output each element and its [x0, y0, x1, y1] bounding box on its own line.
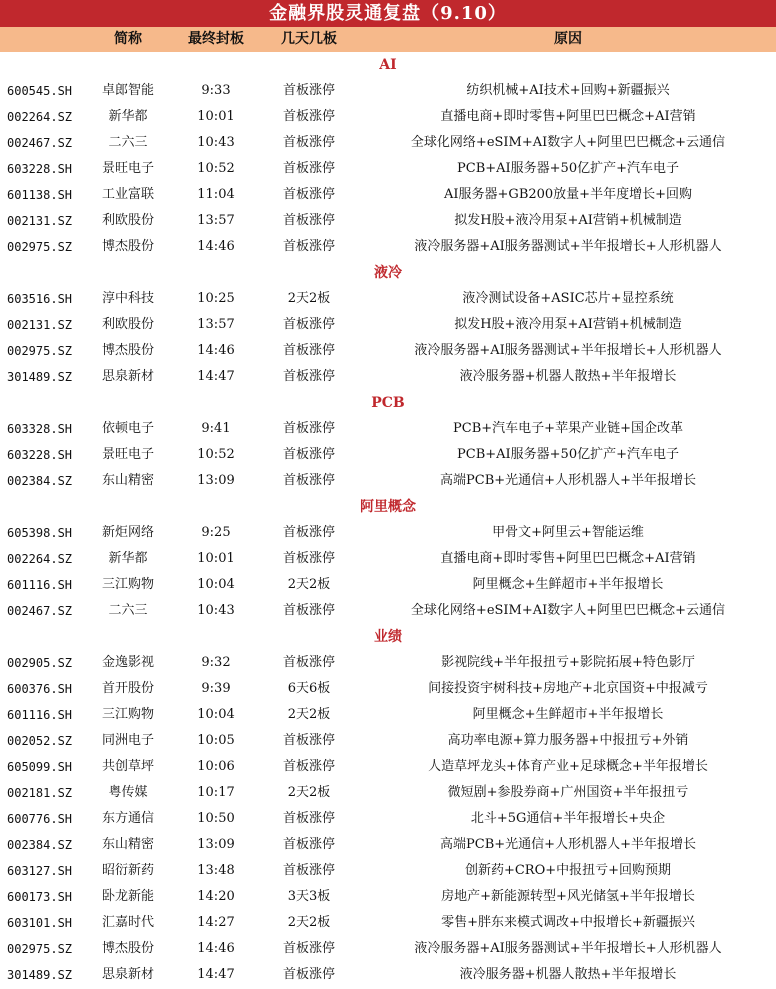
reason: 全球化网络+eSIM+AI数字人+阿里巴巴概念+云通信: [410, 603, 726, 618]
stock-code: 002181.SZ: [7, 786, 73, 800]
table-row: [0, 78, 776, 104]
board-count: 首板涨停: [282, 837, 335, 852]
final-seal-time: 9:32: [201, 655, 231, 670]
board-count: 3天3板: [287, 889, 331, 904]
stock-name: 博杰股份: [101, 343, 154, 358]
stock-code: 603516.SH: [7, 292, 73, 306]
stock-code: 002052.SZ: [7, 734, 73, 748]
table-row: [0, 546, 776, 572]
stock-code: 002975.SZ: [7, 240, 73, 254]
stock-code: 002384.SZ: [7, 838, 73, 852]
stock-name: 首开股份: [101, 681, 154, 696]
reason: 全球化网络+eSIM+AI数字人+阿里巴巴概念+云通信: [410, 135, 726, 150]
stock-name: 粤传媒: [108, 785, 148, 800]
board-count: 首板涨停: [282, 603, 335, 618]
stock-code: 301489.SZ: [7, 370, 73, 384]
reason: PCB+汽车电子+苹果产业链+国企改革: [453, 421, 683, 436]
board-count: 2天2板: [287, 915, 331, 930]
final-seal-time: 10:52: [197, 161, 235, 176]
stock-code: 603328.SH: [7, 422, 73, 436]
final-seal-time: 9:39: [201, 681, 231, 696]
stock-code: 601116.SH: [7, 578, 73, 592]
table-row: [0, 598, 776, 624]
stock-name: 金逸影视: [101, 655, 154, 670]
board-count: 首板涨停: [282, 733, 335, 748]
board-count: 首板涨停: [282, 109, 335, 124]
final-seal-time: 10:01: [197, 551, 235, 566]
stock-name: 三江购物: [101, 577, 154, 592]
reason: 人造草坪龙头+体育产业+足球概念+半年报增长: [428, 759, 708, 774]
table-header: [0, 27, 776, 52]
stock-code: 603228.SH: [7, 448, 73, 462]
stock-code: 600776.SH: [7, 812, 73, 826]
stock-name: 思泉新材: [101, 967, 154, 982]
stock-code: 002467.SZ: [7, 604, 73, 618]
stock-code: 600376.SH: [7, 682, 73, 696]
stock-name: 新华都: [108, 109, 148, 124]
stock-name: 共创草坪: [101, 759, 154, 774]
header-final-time: 最终封板: [188, 31, 244, 47]
final-seal-time: 10:04: [197, 707, 235, 722]
table-row: [0, 910, 776, 936]
final-seal-time: 10:50: [197, 811, 235, 826]
table-row: [0, 156, 776, 182]
table-row: [0, 520, 776, 546]
table-row: [0, 676, 776, 702]
board-count: 2天2板: [287, 291, 331, 306]
table-body: [0, 52, 776, 988]
final-seal-time: 10:01: [197, 109, 235, 124]
stock-name: 东山精密: [101, 473, 154, 488]
table-title: 金融界股灵通复盘（9.10）: [0, 0, 776, 27]
board-count: 首板涨停: [282, 343, 335, 358]
final-seal-time: 14:20: [197, 889, 235, 904]
final-seal-time: 14:27: [197, 915, 235, 930]
reason: 直播电商+即时零售+阿里巴巴概念+AI营销: [440, 551, 696, 566]
board-count: 首板涨停: [282, 213, 335, 228]
table-row: [0, 208, 776, 234]
stock-code: 301489.SZ: [7, 968, 73, 982]
final-seal-time: 10:43: [197, 135, 235, 150]
stock-code: 002905.SZ: [7, 656, 73, 670]
table-row: [0, 442, 776, 468]
board-count: 首板涨停: [282, 941, 335, 956]
table-row: [0, 182, 776, 208]
board-count: 首板涨停: [282, 655, 335, 670]
reason: 高端PCB+光通信+人形机器人+半年报增长: [440, 837, 696, 852]
section-title: 业绩: [374, 629, 402, 645]
board-count: 首板涨停: [282, 525, 335, 540]
stock-code: 600545.SH: [7, 84, 73, 98]
reason: 液冷测试设备+ASIC芯片+显控系统: [462, 291, 674, 306]
table-row: [0, 858, 776, 884]
final-seal-time: 13:57: [197, 213, 235, 228]
final-seal-time: 10:43: [197, 603, 235, 618]
table-row: [0, 286, 776, 312]
table-row: [0, 234, 776, 260]
reason: 直播电商+即时零售+阿里巴巴概念+AI营销: [440, 109, 696, 124]
reason: PCB+AI服务器+50亿扩产+汽车电子: [457, 161, 679, 176]
stock-code: 002131.SZ: [7, 318, 73, 332]
stock-code: 603101.SH: [7, 916, 73, 930]
final-seal-time: 10:04: [197, 577, 235, 592]
stock-code: 605099.SH: [7, 760, 73, 774]
reason: 液冷服务器+机器人散热+半年报增长: [459, 369, 677, 384]
section-title: PCB: [371, 395, 405, 411]
stock-name: 利欧股份: [101, 317, 154, 332]
final-seal-time: 14:47: [197, 369, 235, 384]
board-count: 2天2板: [287, 577, 331, 592]
stock-name: 汇嘉时代: [101, 915, 154, 930]
final-seal-time: 10:06: [197, 759, 235, 774]
reason: 阿里概念+生鲜超市+半年报增长: [472, 577, 664, 592]
final-seal-time: 10:05: [197, 733, 235, 748]
header-reason: 原因: [554, 31, 582, 47]
reason: 影视院线+半年报扭亏+影院拓展+特色影厅: [441, 655, 695, 670]
board-count: 首板涨停: [282, 369, 335, 384]
stock-name: 二六三: [108, 135, 148, 150]
stock-name: 景旺电子: [101, 161, 154, 176]
stock-code: 605398.SH: [7, 526, 73, 540]
final-seal-time: 13:09: [197, 837, 235, 852]
final-seal-time: 14:46: [197, 343, 235, 358]
reason: 纺织机械+AI技术+回购+新疆振兴: [466, 83, 670, 98]
table-row: [0, 104, 776, 130]
board-count: 首板涨停: [282, 239, 335, 254]
final-seal-time: 10:52: [197, 447, 235, 462]
final-seal-time: 14:46: [197, 239, 235, 254]
table-row: [0, 780, 776, 806]
board-count: 首板涨停: [282, 447, 335, 462]
stock-name: 新华都: [108, 551, 148, 566]
reason: 创新药+CRO+中报扭亏+回购预期: [464, 863, 672, 878]
reason: 间接投资宇树科技+房地产+北京国资+中报减亏: [428, 681, 708, 696]
board-count: 首板涨停: [282, 161, 335, 176]
stock-name: 工业富联: [101, 187, 154, 202]
final-seal-time: 9:33: [201, 83, 231, 98]
board-count: 首板涨停: [282, 473, 335, 488]
table-row: [0, 338, 776, 364]
board-count: 2天2板: [287, 785, 331, 800]
board-count: 首板涨停: [282, 811, 335, 826]
final-seal-time: 10:25: [197, 291, 235, 306]
stock-name: 博杰股份: [101, 941, 154, 956]
section-title: 阿里概念: [360, 499, 416, 515]
table-row: [0, 806, 776, 832]
table-row: [0, 312, 776, 338]
board-count: 首板涨停: [282, 317, 335, 332]
board-count: 6天6板: [287, 681, 331, 696]
reason: 房地产+新能源转型+风光储氢+半年报增长: [441, 889, 695, 904]
table-row: [0, 572, 776, 598]
stock-code: 002975.SZ: [7, 942, 73, 956]
table-row: [0, 364, 776, 390]
board-count: 首板涨停: [282, 421, 335, 436]
stock-code: 600173.SH: [7, 890, 73, 904]
board-count: 首板涨停: [282, 83, 335, 98]
header-name: 简称: [114, 31, 142, 47]
final-seal-time: 14:47: [197, 967, 235, 982]
table-row: [0, 416, 776, 442]
table-row: [0, 936, 776, 962]
stock-name: 景旺电子: [101, 447, 154, 462]
final-seal-time: 10:17: [197, 785, 235, 800]
stock-name: 卓郎智能: [101, 83, 154, 98]
reason: 拟发H股+液冷用泵+AI营销+机械制造: [454, 213, 682, 228]
stock-name: 博杰股份: [101, 239, 154, 254]
board-count: 首板涨停: [282, 187, 335, 202]
final-seal-time: 9:25: [201, 525, 231, 540]
stock-name: 利欧股份: [101, 213, 154, 228]
board-count: 首板涨停: [282, 135, 335, 150]
header-code: [0, 27, 82, 52]
final-seal-time: 14:46: [197, 941, 235, 956]
board-count: 2天2板: [287, 707, 331, 722]
stock-code: 002384.SZ: [7, 474, 73, 488]
board-count: 首板涨停: [282, 863, 335, 878]
board-count: 首板涨停: [282, 551, 335, 566]
table-row: [0, 884, 776, 910]
final-seal-time: 9:41: [201, 421, 231, 436]
stock-code: 601138.SH: [7, 188, 73, 202]
board-count: 首板涨停: [282, 967, 335, 982]
reason: 液冷服务器+AI服务器测试+半年报增长+人形机器人: [414, 941, 722, 956]
table-row: [0, 468, 776, 494]
table-row: [0, 130, 776, 156]
stock-name: 卧龙新能: [101, 889, 154, 904]
board-count: 首板涨停: [282, 759, 335, 774]
reason: 高功率电源+算力服务器+中报扭亏+外销: [447, 733, 689, 748]
stock-code: 601116.SH: [7, 708, 73, 722]
stock-code: 603228.SH: [7, 162, 73, 176]
header-boards: 几天几板: [281, 31, 337, 47]
reason: 液冷服务器+AI服务器测试+半年报增长+人形机器人: [414, 239, 722, 254]
reason: PCB+AI服务器+50亿扩产+汽车电子: [457, 447, 679, 462]
stock-code: 002264.SZ: [7, 552, 73, 566]
section-title: AI: [379, 57, 397, 73]
final-seal-time: 13:09: [197, 473, 235, 488]
reason: 零售+胖东来模式调改+中报增长+新疆振兴: [441, 915, 695, 930]
table-row: [0, 650, 776, 676]
stock-name: 思泉新材: [101, 369, 154, 384]
reason: 高端PCB+光通信+人形机器人+半年报增长: [440, 473, 696, 488]
final-seal-time: 11:04: [197, 187, 235, 202]
section-title: 液冷: [374, 265, 402, 281]
stock-name: 三江购物: [101, 707, 154, 722]
stock-code: 002264.SZ: [7, 110, 73, 124]
table-row: [0, 754, 776, 780]
stock-name: 东山精密: [101, 837, 154, 852]
reason: 阿里概念+生鲜超市+半年报增长: [472, 707, 664, 722]
final-seal-time: 13:48: [197, 863, 235, 878]
stock-code: 002467.SZ: [7, 136, 73, 150]
table-row: [0, 728, 776, 754]
table-row: [0, 702, 776, 728]
stock-code: 002131.SZ: [7, 214, 73, 228]
table-row: [0, 962, 776, 988]
stock-code: 002975.SZ: [7, 344, 73, 358]
stock-name: 昭衍新药: [101, 863, 154, 878]
stock-name: 淳中科技: [101, 291, 154, 306]
final-seal-time: 13:57: [197, 317, 235, 332]
stock-name: 二六三: [108, 603, 148, 618]
reason: 拟发H股+液冷用泵+AI营销+机械制造: [454, 317, 682, 332]
reason: 北斗+5G通信+半年报增长+央企: [470, 811, 666, 826]
stock-name: 同洲电子: [101, 733, 154, 748]
reason: 液冷服务器+机器人散热+半年报增长: [459, 967, 677, 982]
table-row: [0, 832, 776, 858]
stock-name: 新炬网络: [101, 525, 154, 540]
reason: AI服务器+GB200放量+半年度增长+回购: [444, 187, 692, 202]
stock-name: 东方通信: [101, 811, 154, 826]
reason: 甲骨文+阿里云+智能运维: [492, 525, 644, 540]
stock-code: 603127.SH: [7, 864, 73, 878]
reason: 液冷服务器+AI服务器测试+半年报增长+人形机器人: [414, 343, 722, 358]
reason: 微短剧+参股券商+广州国资+半年报扭亏: [447, 785, 689, 800]
stock-name: 依顿电子: [101, 421, 154, 436]
